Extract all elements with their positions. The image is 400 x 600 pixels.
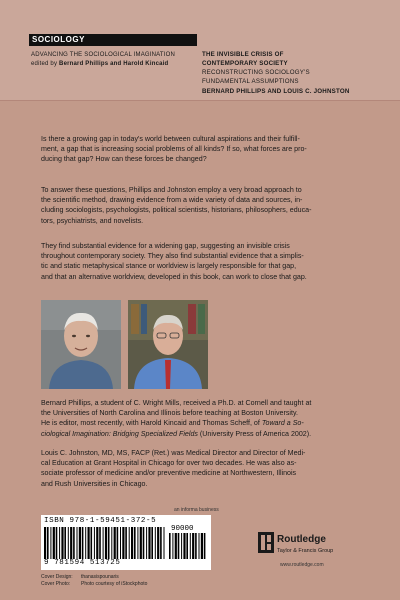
barcode-bar [143, 527, 145, 559]
barcode-bar [125, 527, 127, 559]
barcode-bar [178, 533, 180, 559]
text-line: ducing that gap? How can these forces be changed? [41, 155, 207, 164]
text-line: tic and static metaphysical stance or worldview is largely responsible for that gap, [41, 262, 297, 271]
text-line: tors, psychiatrists, and novelists. [41, 216, 144, 225]
cover-credits [41, 574, 147, 588]
publisher-group: Taylor & Francis Group [277, 548, 334, 554]
book-authors: BERNARD PHILLIPS AND LOUIS C. JOHNSTON [202, 88, 350, 95]
price-bars [169, 533, 207, 559]
bio-johnston [41, 448, 371, 489]
barcode-bar [181, 533, 182, 559]
barcode-bar [137, 527, 138, 559]
barcode-bar [148, 527, 150, 559]
publisher-name: Routledge [277, 534, 326, 545]
description-paragraph-3 [41, 241, 371, 282]
barcode-bar [199, 533, 200, 559]
informa-tagline: an informa business [174, 507, 219, 513]
text-line: To answer these questions, Phillips and Johnston employ a very broad approach to [41, 186, 302, 194]
bio-phillips [41, 398, 371, 439]
barcode-bar [131, 527, 133, 559]
barcode-bar [169, 533, 171, 559]
barcode-bar [190, 533, 191, 559]
barcode-bar [183, 533, 185, 559]
barcode-bar [120, 527, 121, 559]
barcode-bar [111, 527, 112, 559]
text-line [41, 429, 371, 439]
barcode-bar [172, 533, 173, 559]
text-line: cal Education at Grant Hospital in Chicago for over two decades. He was also as- [41, 459, 297, 468]
barcode-bar [151, 527, 153, 559]
credit-photo [41, 581, 147, 588]
text-line [41, 398, 371, 408]
series-subtitle: ADVANCING THE SOCIOLOGICAL IMAGINATION [31, 52, 176, 58]
barcode-bar [201, 533, 203, 559]
barcode-bar [157, 527, 159, 559]
barcode-bar [192, 533, 194, 559]
series-editors-line [31, 60, 201, 69]
barcode-bar [146, 527, 147, 559]
barcode-bar [47, 527, 49, 559]
edited-by-prefix: edited by [31, 61, 60, 67]
barcode-bar [56, 527, 58, 559]
barcode-bar [122, 527, 124, 559]
barcode-bar [160, 527, 162, 559]
barcode-bar [70, 527, 72, 559]
author-photo-johnston [128, 300, 208, 389]
routledge-logo-icon [258, 532, 274, 553]
text-line: ment, a gap that is increasing social problems of all kinds? If so, what forces are pro- [41, 145, 307, 154]
description-paragraph-2 [41, 185, 371, 226]
text-line: Is there a growing gap in today's world between cultural aspirations and their fulfill- [41, 135, 300, 143]
barcode-bar [103, 527, 104, 559]
book-reference: Toward a So- [261, 419, 304, 428]
barcode-bar [140, 527, 142, 559]
isbn-label: ISBN 978-1-59451-372-5 [44, 517, 157, 525]
text-line: They find substantial evidence for a widening gap, suggesting an invisible crisis [41, 242, 290, 250]
credit-value: Photo courtesy of iStockphoto [81, 581, 148, 587]
barcode-bar [195, 533, 197, 559]
barcode-bar [175, 533, 177, 559]
credit-label: Cover Design: [41, 574, 73, 580]
barcode-bar [85, 527, 86, 559]
barcode-digits: 9 781594 513725 [44, 559, 121, 567]
credit-design [41, 574, 147, 581]
text-line: sociate professor of medicine and/or preventive medicine at Northwestern, Illinois [41, 469, 297, 478]
text-span: (University Press of America 2002). [197, 429, 312, 438]
barcode-bar [61, 527, 63, 559]
series-label: SOCIOLOGY [29, 34, 197, 46]
barcode-bar [96, 527, 98, 559]
text-line: cluding sociologists, psychologists, political scientists, historians, philosophers, educa- [41, 206, 312, 215]
barcode-bar [186, 533, 188, 559]
barcode-bar [155, 527, 156, 559]
barcode-bar [59, 527, 60, 559]
text-line: throughout contemporary society. They also find substantial evidence that a simplis- [41, 252, 304, 261]
barcode-bar [79, 527, 81, 559]
barcode-bar [73, 527, 75, 559]
barcode-bar [53, 527, 55, 559]
credit-label: Cover Photo: [41, 581, 71, 587]
book-title-line1: THE INVISIBLE CRISIS OF [202, 51, 284, 58]
barcode-bar [164, 527, 165, 559]
barcode-bar [99, 527, 101, 559]
series-editors: Bernard Phillips and Harold Kincaid [59, 61, 169, 67]
barcode-bar [64, 527, 66, 559]
barcode-bar [94, 527, 95, 559]
book-subtitle-line1: RECONSTRUCTING SOCIOLOGY'S [202, 69, 310, 76]
header-divider [0, 100, 400, 101]
text-span: He is editor, most recently, with Harold Kincaid and Thomas Scheff, of [41, 419, 262, 428]
barcode-bar [117, 527, 119, 559]
text-line: and Rush Universities in Chicago. [41, 479, 148, 488]
barcode-bars [44, 527, 166, 559]
text-line: the Universities of North Carolina and Illinois before teaching at Boston University. [41, 409, 298, 418]
barcode-bar [77, 527, 78, 559]
book-reference: ciological Imagination: Bridging Specialized Fields [41, 429, 198, 438]
barcode-bar [108, 527, 110, 559]
barcode-bar [204, 533, 206, 559]
description-paragraph-1 [41, 134, 371, 165]
barcode-bar [88, 527, 90, 559]
publisher-url: www.routledge.com [280, 562, 324, 568]
barcode-bar [114, 527, 116, 559]
text-line: the scientific method, drawing evidence from a wide variety of data and sources, in- [41, 196, 303, 205]
text-line: Louis C. Johnston, MD, MS, FACP (Ret.) was Medical Director and Director of Medi- [41, 449, 306, 457]
series-info [31, 51, 201, 69]
barcode-bar [91, 527, 93, 559]
barcode-bar [134, 527, 136, 559]
text-line: and that an alternative worldview, developed in this book, can work to close that gap. [41, 272, 307, 281]
text-span: , a student of C. Wright Mills, received a Ph.D. at Cornell and taught at [90, 399, 312, 407]
barcode-bar [82, 527, 84, 559]
barcode-bar [105, 527, 107, 559]
barcode-bar [44, 527, 46, 559]
book-info [202, 51, 377, 97]
barcode-bar [68, 527, 69, 559]
author-photo-phillips [41, 300, 121, 389]
bio-author-name: Bernard Phillips [41, 399, 91, 407]
book-title-line2: CONTEMPORARY SOCIETY [202, 59, 288, 67]
price-code: 90000 [171, 525, 194, 533]
text-line [41, 418, 371, 428]
barcode [41, 515, 211, 570]
credit-value: thanasispounaris [81, 574, 119, 580]
barcode-bar [50, 527, 51, 559]
barcode-bar [129, 527, 130, 559]
book-subtitle-line2: FUNDAMENTAL ASSUMPTIONS [202, 77, 299, 85]
